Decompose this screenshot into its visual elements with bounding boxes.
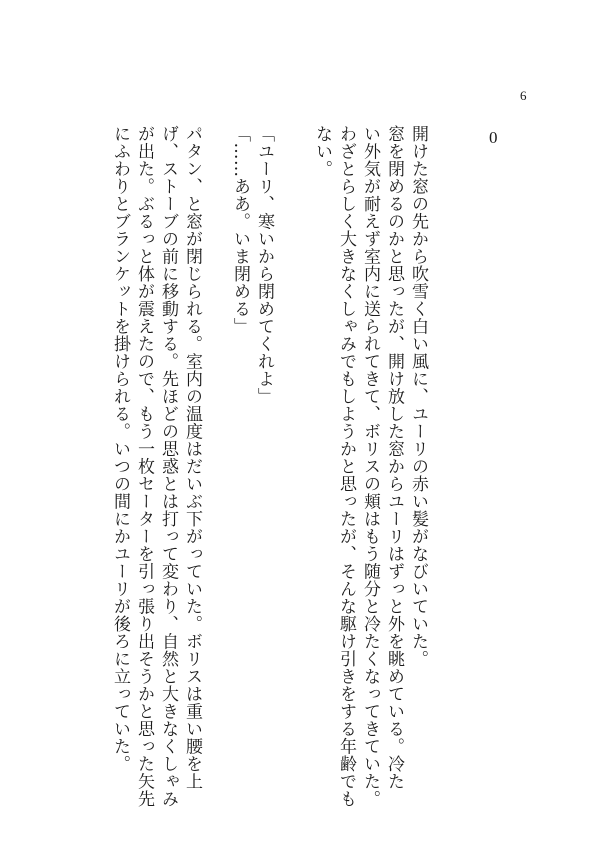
text-block-2: [108, 125, 276, 808]
text-line: 開けた窓の先から吹雪く白い風に、ユーリの赤い髪がなびいていた。: [408, 125, 428, 668]
text-line: ない。: [312, 125, 332, 178]
dialogue-line: 「ユーリ、寒いから閉めてくれよ」: [254, 125, 274, 405]
section-mark: 0: [489, 128, 498, 147]
text-line: げ、ストーブの前に移動する。先ほどの思惑とは打って変わり、自然と大きなくしゃみ: [158, 125, 178, 808]
text-line: パタン、と窓が閉じられる。室内の温度はだいぶ下がっていた。ボリスは重い腰を上: [182, 125, 202, 790]
text-line: にふわりとブランケットを掛けられる。いつの間にかユーリが後ろに立っていた。: [110, 125, 130, 773]
text-line: が出た。ぶるっと体が震えたので、もう一枚セーターを引っ張り出そうかと思った矢先: [134, 125, 154, 808]
text-line: い外気が耐えず室内に送られてきて、ボリスの頬はもう随分と冷たくなってきていた。: [360, 125, 380, 808]
blank-line: [204, 125, 228, 770]
text-block-1: [310, 125, 430, 808]
text-line: 窓を閉めるのかと思ったが、開け放した窓からユーリはずっと外を眺めている。冷た: [384, 125, 404, 790]
dialogue-line: 「……ああ。いま閉める」: [230, 125, 250, 335]
text-line: わざとらしく大きなくしゃみでもしようかと思ったが、そんな駆け引きをする年齢でも: [336, 125, 356, 808]
page-number: 6: [520, 88, 527, 103]
